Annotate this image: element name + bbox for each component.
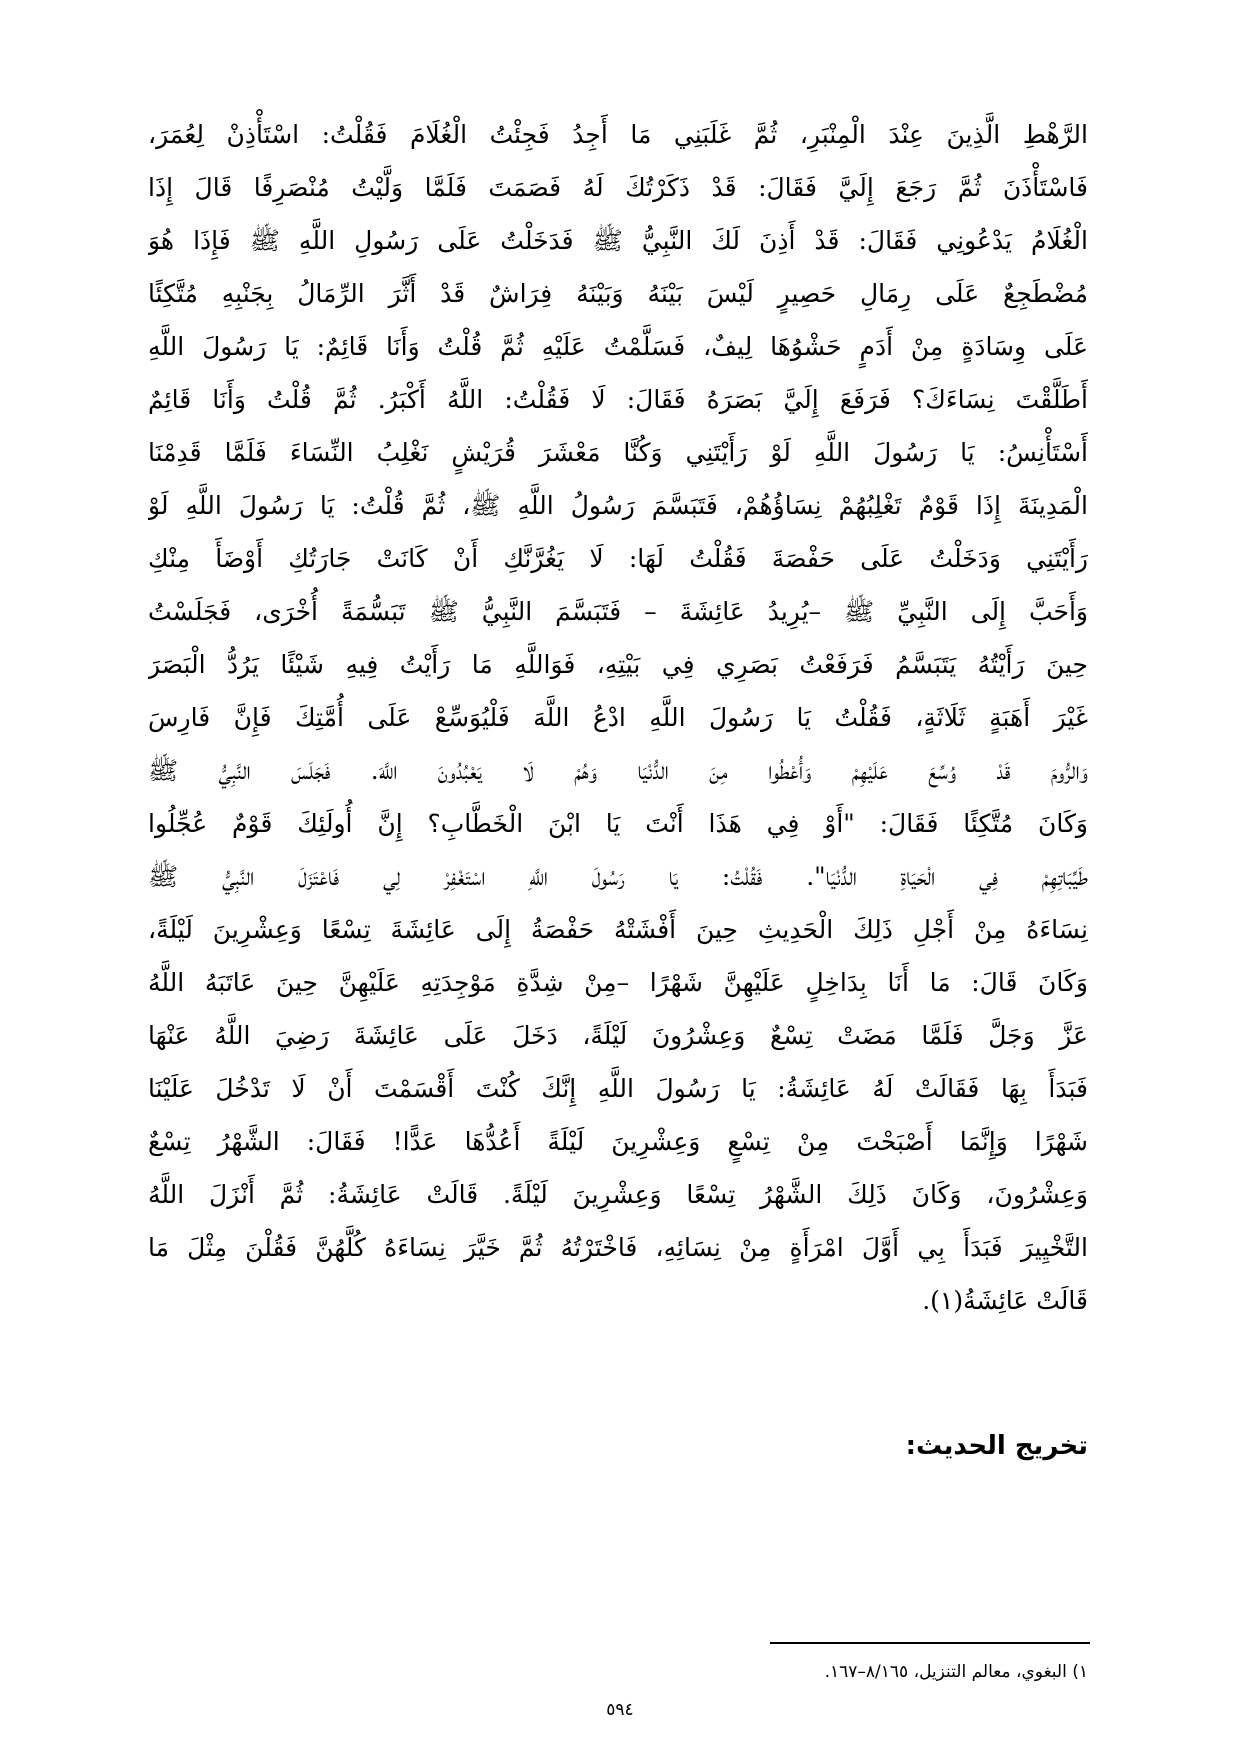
text-line: فَبَدَأَ بِهَا فَقَالَتْ لَهُ عَائِشَةُ: يَا رَسُولَ اللَّهِ إِنَّكَ كُنْتَ أَقْسَمْتَ أَنْ لَا تَدْخُلَ عَلَيْنَا [148,1074,1088,1103]
text-line-last: قَالَتْ عَائِشَةُ(١). [922,1286,1088,1315]
text-line: أَطَلَّقْتَ نِسَاءَكَ؟ فَرَفَعَ إِلَيَّ بَصَرَهُ فَقَالَ: لَا فَقُلْتُ: اللَّهُ أَكْبَرُ. ثُمَّ قُلْتُ وَأَنَا قَائِمٌ [148,385,1088,414]
footnote: ١) البغوي، معالم التنزيل، ٨/١٦٥–١٦٧. [824,1662,1088,1682]
text-line: عَلَى وِسَادَةٍ مِنْ أَدَمٍ حَشْوُهَا لِيفٌ، فَسَلَّمْتُ عَلَيْهِ ثُمَّ قُلْتُ وَأَنَا قَائِمٌ: يَا رَسُولَ اللَّهِ [148,332,1088,361]
text-line: فَاسْتَأْذَنَ ثُمَّ رَجَعَ إِلَيَّ فَقَالَ: قَدْ ذَكَرْتُكَ لَهُ فَصَمَتَ فَلَمَّا وَلَّيْتُ مُنْصَرِفًا قَالَ إِذَا [148,173,1088,202]
text-line: وَكَانَ مُتَّكِئًا فَقَالَ: "أَوْ فِي هَذَا أَنْتَ يَا ابْنَ الْخَطَّابِ؟ إِنَّ أُولَئِكَ قَوْمٌ عُجِّلُوا [148,809,1088,838]
text-line: وَعِشْرُونَ، وَكَانَ ذَلِكَ الشَّهْرُ تِسْعًا وَعِشْرِينَ لَيْلَةً. قَالَتْ عَائِشَةُ: ثُمَّ أَنْزَلَ اللَّهُ [148,1180,1088,1209]
footnote-divider [770,1642,1090,1644]
text-line: نِسَاءَهُ مِنْ أَجْلِ ذَلِكَ الْحَدِيثِ حِينَ أَفْشَتْهُ حَفْصَةُ إِلَى عَائِشَةَ تِسْعًا وَعِشْرِينَ لَيْلَةً، [148,915,1088,944]
text-line: طَيِّبَاتِهِمْ فِي الْحَيَاةِ الدُّنْيَا". فَقُلْتُ: يَا رَسُولَ اللَّهِ اسْتَغْفِرْ لِي فَاعْتَزَلَ النَّبِيُّ ﷺ [148,862,1088,891]
text-line: الْغُلَامُ يَدْعُونِي فَقَالَ: قَدْ أَذِنَ لَكَ النَّبِيُّ ﷺ فَدَخَلْتُ عَلَى رَسُولِ اللَّهِ ﷺ فَإِذَا هُوَ [148,226,1088,255]
text-line: وَكَانَ قَالَ: مَا أَنَا بِدَاخِلٍ عَلَيْهِنَّ شَهْرًا –مِنْ شِدَّةِ مَوْجِدَتِهِ عَلَيْهِنَّ حِينَ عَاتَبَهُ اللَّهُ [148,968,1088,997]
page-number: ٥٩٤ [606,1700,634,1720]
text-line: أَسْتَأْنِسُ: يَا رَسُولَ اللَّهِ لَوْ رَأَيْتَنِي وَكُنَّا مَعْشَرَ قُرَيْشٍ نَغْلِبُ النِّسَاءَ فَلَمَّا قَدِمْنَا [148,438,1088,467]
hadith-body-text [148,108,1088,1327]
text-line: رَأَيْتَنِي وَدَخَلْتُ عَلَى حَفْصَةَ فَقُلْتُ لَهَا: لَا يَغُرَّنَّكِ أَنْ كَانَتْ جَارَتُكِ أَوْضَأَ مِنْكِ [148,544,1088,573]
text-line: شَهْرًا وَإِنَّمَا أَصْبَحْتَ مِنْ تِسْعٍ وَعِشْرِينَ لَيْلَةً أَعُدُّهَا عَدًّا! فَقَالَ: الشَّهْرُ تِسْعٌ [148,1127,1088,1156]
text-line: الْمَدِينَةَ إِذَا قَوْمٌ تَغْلِبُهُمْ نِسَاؤُهُمْ، فَتَبَسَّمَ رَسُولُ اللَّهِ ﷺ، ثُمَّ قُلْتُ: يَا رَسُولَ اللَّهِ لَوْ [148,491,1088,520]
text-line: عَزَّ وَجَلَّ فَلَمَّا مَضَتْ تِسْعٌ وَعِشْرُونَ لَيْلَةً، دَخَلَ عَلَى عَائِشَةَ رَضِيَ اللَّهُ عَنْهَا [148,1021,1088,1050]
text-line: التَّخْيِيرَ فَبَدَأَ بِي أَوَّلَ امْرَأَةٍ مِنْ نِسَائِهِ، فَاخْتَرْتُهُ ثُمَّ خَيَّرَ نِسَاءَهُ كُلَّهُنَّ فَقُلْنَ مِثْلَ مَا [148,1233,1088,1262]
text-line: الرَّهْطِ الَّذِينَ عِنْدَ الْمِنْبَرِ، ثُمَّ غَلَبَنِي مَا أَجِدُ فَجِئْتُ الْغُلَامَ فَقُلْتُ: اسْتَأْذِنْ لِعُمَرَ، [148,120,1088,149]
section-heading: تخريج الحديث: [905,1431,1088,1461]
text-line: وَأَحَبَّ إِلَى النَّبِيِّ ﷺ –يُرِيدُ عَائِشَةَ – فَتَبَسَّمَ النَّبِيُّ ﷺ تَبَسُّمَةً أُخْرَى، فَجَلَسْتُ [148,597,1088,626]
text-line: حِينَ رَأَيْتُهُ يَتَبَسَّمُ فَرَفَعْتُ بَصَرِي فِي بَيْتِهِ، فَوَاللَّهِ مَا رَأَيْتُ فِيهِ شَيْئًا يَرُدُّ الْبَصَرَ [148,650,1088,679]
text-line: مُضْطَجِعٌ عَلَى رِمَالِ حَصِيرٍ لَيْسَ بَيْنَهُ وَبَيْنَهُ فِرَاشٌ قَدْ أَثَّرَ الرِّمَالُ بِجَنْبِهِ مُتَّكِئًا [148,279,1088,308]
text-line: غَيْرَ أَهَبَةٍ ثَلَاثَةٍ، فَقُلْتُ يَا رَسُولَ اللَّهِ ادْعُ اللَّهَ فَلْيُوَسِّعْ عَلَى أُمَّتِكَ فَإِنَّ فَارِسَ [148,703,1088,732]
text-line: وَالرُّومَ قَدْ وُسِّعَ عَلَيْهِمْ وَأُعْطُوا مِنَ الدُّنْيَا وَهُمْ لَا يَعْبُدُونَ اللَّهَ. فَجَلَسَ النَّبِيُّ ﷺ [148,756,1088,785]
